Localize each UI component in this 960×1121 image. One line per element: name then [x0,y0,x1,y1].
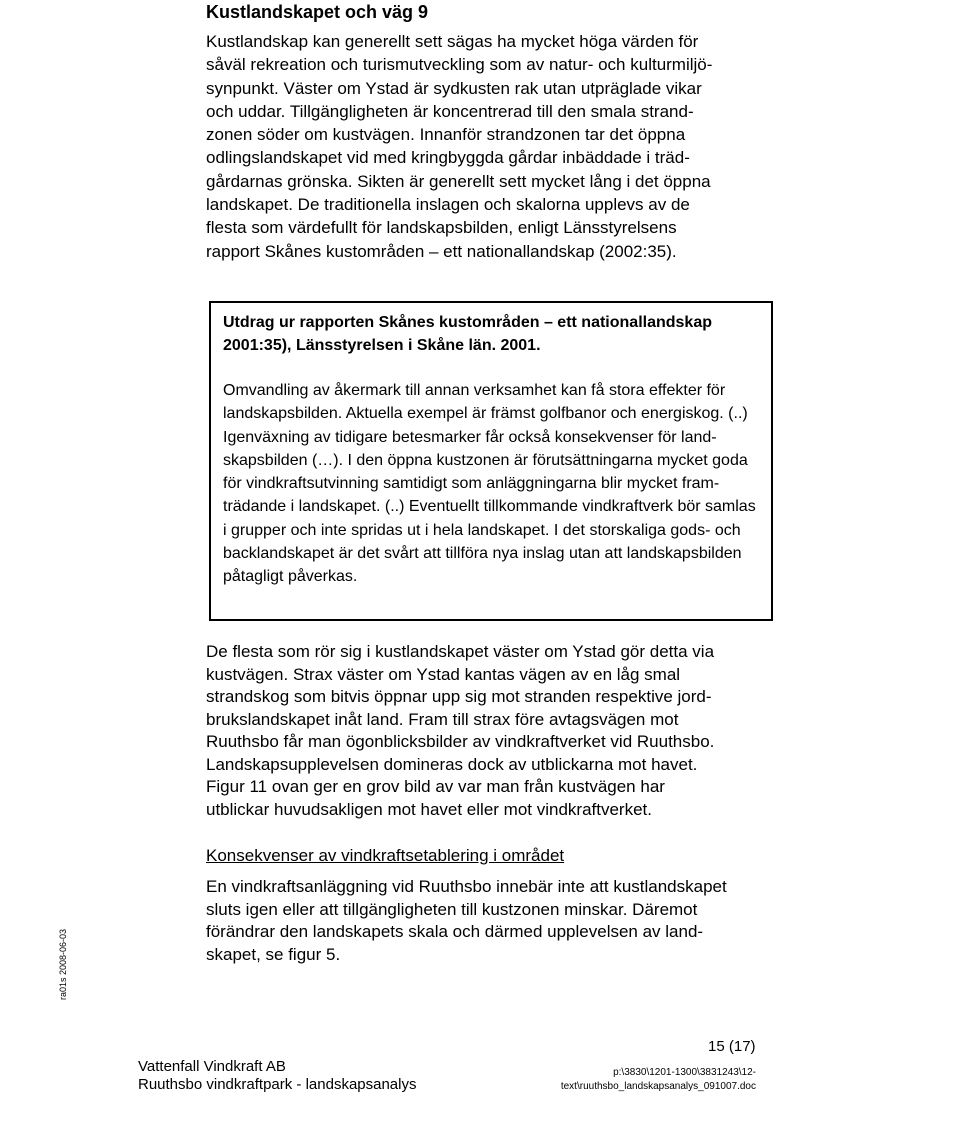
text-line: Kustlandskap kan generellt sett sägas ha mycket höga värden för [206,32,699,51]
excerpt-title [223,311,763,357]
text-line: p:\3830\1201-1300\3831243\12- [613,1067,756,1078]
text-line: odlingslandskapet vid med kringbyggda gårdar inbäddade i träd- [206,148,690,168]
text-line: flesta som värdefullt för landskapsbilden, enligt Länsstyrelsens [206,218,677,238]
section-heading: Kustlandskapet och väg 9 [206,2,429,22]
text-line: skapsbilden (…). I den öppna kustzonen är förutsättningarna mycket goda [223,451,748,469]
text-line: skapet, se figur 5. [206,945,341,965]
text-line: Omvandling av åkermark till annan verksamhet kan få stora effekter för [223,382,726,399]
text-line: zonen söder om kustvägen. Innanför strandzonen tar det öppna [206,125,686,145]
text-line: rapport Skånes kustområden – ett nationallandskap (2002:35). [206,241,677,261]
text-line: text\ruuthsbo_landskapsanalys_091007.doc [560,1081,756,1092]
text-line: i grupper och inte spridas ut i hela landskapet. I det storskaliga gods- och [223,521,741,539]
text-line: landskapet. De traditionella inslagen och skalorna upplevs av de [206,195,690,215]
text-line: Igenväxning av tidigare betesmarker får också konsekvenser för land- [223,428,717,446]
consequences-subheading: Konsekvenser av vindkraftsetablering i området [206,846,565,865]
text-line: brukslandskapet inåt land. Fram till strax före avtagsvägen mot [206,709,679,729]
text-line: och uddar. Tillgängligheten är koncentrerad till den smala strand- [206,101,694,121]
coastal-road-paragraph [206,641,766,821]
text-line: Utdrag ur rapporten Skånes kustområden – ett nationallandskap [223,314,712,331]
text-line: strandskog som bitvis öppnar upp sig mot stranden respektive jord- [206,687,712,706]
text-line: Figur 11 ovan ger en grov bild av var man från kustvägen har [206,777,665,796]
margin-document-code: ra01s 2008-06-03 [58,928,68,1000]
text-line: gårdarnas grönska. Sikten är generellt sett mycket lång i det öppna [206,171,711,191]
text-line: synpunkt. Väster om Ystad är sydkusten rak utan utpräglade vikar [206,78,702,98]
footer-file-path [561,1066,756,1094]
text-line: Landskapsupplevelsen domineras dock av utblickarna mot havet. [206,754,698,774]
text-line: landskapsbilden. Aktuella exempel är främst golfbanor och energiskog. (..) [223,405,748,423]
text-line: En vindkraftsanläggning vid Ruuthsbo innebär inte att kustlandskapet [206,877,727,896]
intro-paragraph [206,30,766,263]
text-line: utblickar huvudsakligen mot havet eller mot vindkraftverket. [206,799,652,819]
footer-company-block [138,1058,416,1094]
text-line: förändrar den landskapets skala och därmed upplevelsen av land- [206,922,704,942]
text-line: kustvägen. Strax väster om Ystad kantas vägen av en låg smal [206,664,681,684]
text-line: 2001:35), Länsstyrelsen i Skåne län. 2001. [223,337,541,354]
page-number: 15 (17) [708,1038,756,1055]
text-line: backlandskapet är det svårt att tillföra nya inslag utan att landskapsbilden [223,545,742,563]
excerpt-body [223,379,763,589]
text-line: påtagligt påverkas. [223,568,358,586]
text-line: De flesta som rör sig i kustlandskapet väster om Ystad gör detta via [206,642,715,661]
excerpt-box [209,301,773,621]
text-line: såväl rekreation och turismutveckling som av natur- och kulturmiljö- [206,55,713,75]
text-line: för vindkraftsutvinning samtidigt som anläggningarna blir mycket fram- [223,475,720,493]
text-line: sluts igen eller att tillgängligheten till kustzonen minskar. Däremot [206,899,698,919]
consequences-paragraph [206,876,766,967]
footer-company: Vattenfall Vindkraft AB [138,1058,286,1075]
text-line: trädande i landskapet. (..) Eventuellt tillkommande vindkraftverk bör samlas [223,498,756,516]
footer-project: Ruuthsbo vindkraftpark - landskapsanalys [138,1076,417,1093]
text-line: Ruuthsbo får man ögonblicksbilder av vindkraftverket vid Ruuthsbo. [206,732,715,751]
